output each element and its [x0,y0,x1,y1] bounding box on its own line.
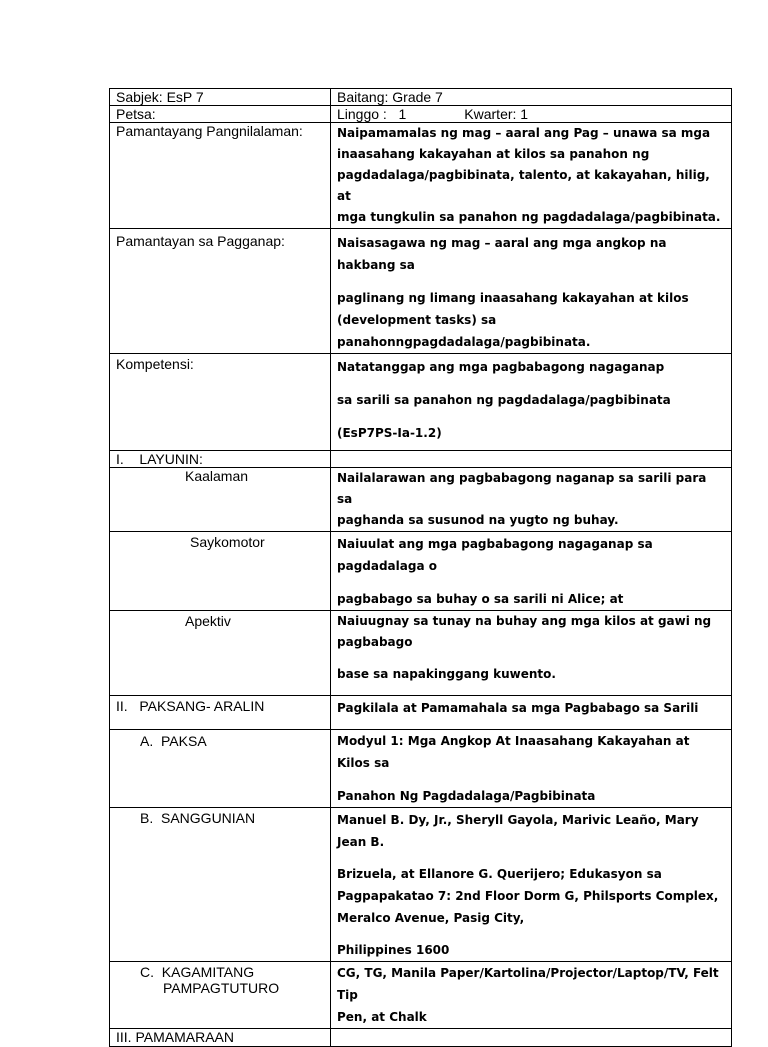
paksang-aralin-content [331,696,732,730]
kagamitan-line-2: Pen, at Chalk [337,1010,427,1024]
kwarter-text: Kwarter: 1 [464,106,529,122]
row-pagganap [110,229,732,354]
pagganap-line-3: (development tasks) sa panahonngpagdadalaga/pagbibinata. [337,313,591,349]
kagamitan-label [110,962,331,1029]
pamamaraan-label: III. PAMAMARAAN [110,1029,331,1047]
pangnilalaman-label: Pamantayang Pangnilalaman: [110,123,331,229]
layunin-empty [331,451,732,468]
kagamitan-label-line-1: C. KAGAMITANG [140,964,255,980]
pangnilalaman-line-2: inaasahang kakayahan at kilos sa panahon ng [337,147,650,161]
row-kompetensi [110,354,732,451]
kompetensi-line-1: Natatanggap ang mga pagbabagong nagaganap [337,360,665,374]
sanggunian-line-5: Philippines 1600 [337,943,450,957]
row-sanggunian [110,808,732,962]
paksa-line-1: Modyul 1: Mga Angkop At Inaasahang Kakayahan at Kilos sa [337,734,690,770]
row-pangnilalaman [110,123,732,229]
sanggunian-line-3: Pagpapakatao 7: 2nd Floor Dorm G, Philsports Complex, [337,889,719,903]
apektiv-line-3: base sa napakinggang kuwento. [337,667,556,681]
row-paksang-aralin [110,696,732,730]
kagamitan-line-1: CG, TG, Manila Paper/Kartolina/Projector/Laptop/TV, Felt Tip [337,966,719,1002]
pagganap-content [331,229,732,354]
kompetensi-line-3: (EsP7PS-Ia-1.2) [337,426,442,440]
apektiv-line-1: Naiuugnay sa tunay na buhay ang mga kilos at gawi ng [337,614,712,628]
kagamitan-label-line-2: PAMPAGTUTURO [163,980,280,996]
row-layunin [110,451,732,468]
pamamaraan-empty [331,1029,732,1047]
saykomotor-line-2: pagbabago sa buhay o sa sarili ni Alice; at [337,592,624,606]
pangnilalaman-content [331,123,732,229]
lesson-plan-table [109,88,732,1047]
kagamitan-content [331,962,732,1029]
kompetensi-content [331,354,732,451]
row-kagamitan [110,962,732,1029]
apektiv-content [331,611,732,696]
baitang-cell: Baitang: Grade 7 [331,89,732,106]
linggo-kwarter-cell [331,106,732,123]
row-saykomotor [110,532,732,611]
pagganap-line-1: Naisasagawa ng mag – aaral ang mga angkop na hakbang sa [337,236,667,272]
kaalaman-label: Kaalaman [110,468,331,532]
paksang-aralin-label: II. PAKSANG- ARALIN [110,696,331,730]
linggo-text: Linggo : 1 [337,106,407,122]
saykomotor-label: Saykomotor [110,532,331,611]
paksa-line-2: Panahon Ng Pagdadalaga/Pagbibinata [337,789,596,803]
paksang-aralin-value: Pagkilala at Pamamahala sa mga Pagbabago sa Sarili [337,701,699,715]
pangnilalaman-line-3: pagdadalaga/pagbibinata, talento, at kakayahan, hilig, at [337,168,710,203]
apektiv-line-2: pagbabago [337,635,413,649]
layunin-label: I. LAYUNIN: [110,451,331,468]
sanggunian-content [331,808,732,962]
sanggunian-line-1: Manuel B. Dy, Jr., Sheryll Gayola, Marivic Leaño, Mary Jean B. [337,813,699,849]
pagganap-label: Pamantayan sa Pagganap: [110,229,331,354]
row-pamamaraan [110,1029,732,1047]
pangnilalaman-line-1: Naipamamalas ng mag – aaral ang Pag – unawa sa mga [337,126,711,140]
pagganap-line-2: paglinang ng limang inaasahang kakayahan at kilos [337,291,689,305]
petsa-cell: Petsa: [110,106,331,123]
kaalaman-line-1: Nailalarawan ang pagbabagong naganap sa sarili para sa [337,471,707,506]
sanggunian-line-4: Meralco Avenue, Pasig City, [337,911,525,925]
kompetensi-line-2: sa sarili sa panahon ng pagdadalaga/pagbibinata [337,393,671,407]
sabjek-cell: Sabjek: EsP 7 [110,89,331,106]
apektiv-label: Apektiv [110,611,331,696]
pangnilalaman-line-4: mga tungkulin sa panahon ng pagdadalaga/pagbibinata. [337,210,721,224]
kaalaman-line-2: paghanda sa susunod na yugto ng buhay. [337,513,619,527]
row-sabjek [110,89,732,106]
row-apektiv [110,611,732,696]
kompetensi-label: Kompetensi: [110,354,331,451]
sanggunian-label: B. SANGGUNIAN [110,808,331,962]
saykomotor-line-1: Naiuulat ang mga pagbabagong nagaganap sa pagdadalaga o [337,537,653,573]
paksa-label: A. PAKSA [110,730,331,808]
paksa-content [331,730,732,808]
row-paksa [110,730,732,808]
saykomotor-content [331,532,732,611]
row-petsa [110,106,732,123]
row-kaalaman [110,468,732,532]
kaalaman-content [331,468,732,532]
sanggunian-line-2: Brizuela, at Ellanore G. Querijero; Edukasyon sa [337,867,662,881]
